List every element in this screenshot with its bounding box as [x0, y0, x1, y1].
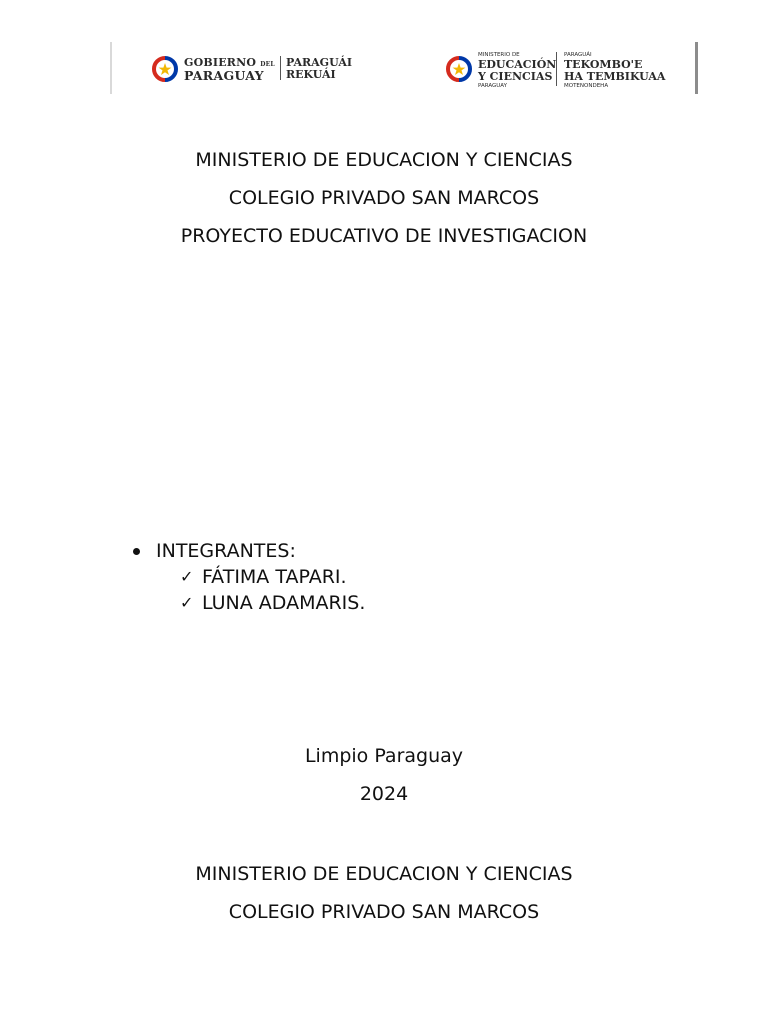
- year-text: 2024: [359, 783, 409, 805]
- checkmark-icon: ✓: [180, 567, 194, 586]
- checkmark-icon: ✓: [180, 593, 194, 612]
- gobierno-paraguay-logo-text: GOBIERNO DEL PARAGUAY: [184, 56, 275, 83]
- members-heading-row: [130, 538, 365, 564]
- members-heading: INTEGRANTES:: [156, 540, 296, 562]
- list-item: [180, 590, 365, 616]
- member-name: FÁTIMA TAPARI.: [202, 566, 347, 588]
- paraguai-rekuai-logo-text: PARAGUÁI REKUÁI: [286, 56, 353, 81]
- place-text: Limpio Paraguay: [304, 745, 464, 767]
- ministry-title: MINISTERIO DE EDUCACION Y CIENCIAS: [195, 149, 573, 171]
- tekomboe-logo-text: PARAGUÁI TEKOMBO'E HA TEMBIKUAA MOTENONDEHA: [564, 52, 666, 89]
- project-title: PROYECTO EDUCATIVO DE INVESTIGACION: [180, 225, 588, 247]
- banner-left-edge: [110, 42, 112, 94]
- ministry-seal-icon: [446, 56, 472, 82]
- header-logo-banner: [110, 42, 698, 94]
- logo-divider: [280, 56, 281, 80]
- member-name: LUNA ADAMARIS.: [202, 592, 366, 614]
- ministerio-educacion-logo-text: MINISTERIO DE EDUCACIÓN Y CIENCIAS PARAGUAY: [478, 52, 557, 89]
- school-title-repeat: COLEGIO PRIVADO SAN MARCOS: [228, 901, 540, 923]
- school-title: COLEGIO PRIVADO SAN MARCOS: [228, 187, 540, 209]
- members-list: [130, 538, 365, 616]
- list-item: [180, 564, 365, 590]
- logo-divider: [556, 52, 557, 86]
- bullet-icon: [133, 548, 140, 555]
- paraguay-seal-icon: [152, 56, 178, 82]
- ministry-title-repeat: MINISTERIO DE EDUCACION Y CIENCIAS: [195, 863, 573, 885]
- banner-right-edge: [695, 42, 698, 94]
